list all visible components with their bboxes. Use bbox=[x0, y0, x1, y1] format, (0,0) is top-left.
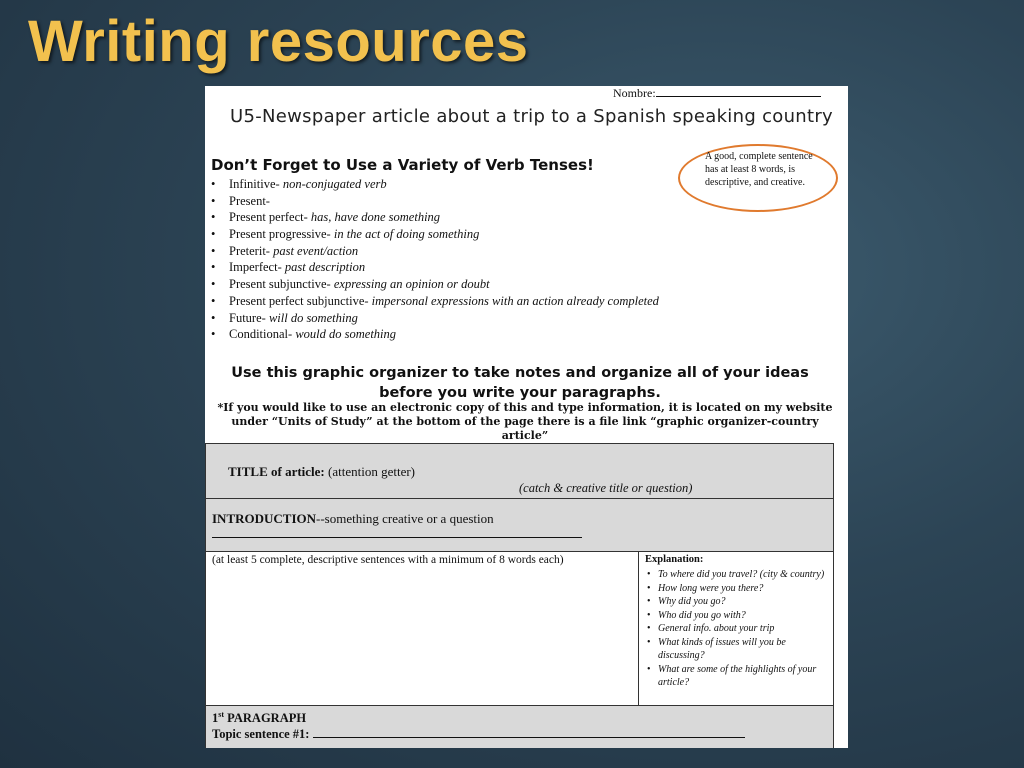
tense-item: • Infinitive- non-conjugated verb bbox=[211, 177, 387, 191]
title-label: TITLE of article: (attention getter) bbox=[228, 464, 416, 479]
tense-item: • Preterit- past event/action bbox=[211, 243, 359, 258]
name-blank-line bbox=[656, 86, 821, 97]
notes-section bbox=[205, 551, 639, 706]
tense-item: • Present progressive- in the act of doing something bbox=[211, 227, 480, 242]
explanation-list bbox=[647, 568, 829, 690]
organizer-note: *If you would like to use an electronic copy of this and type information, it is located on my website under “Units of Study” at the bottom of the page there is a file link “graphic organizer-country article” bbox=[217, 401, 833, 442]
worksheet-heading: U5-Newspaper article about a trip to a Spanish speaking country bbox=[230, 106, 834, 127]
paragraph-label: 1st PARAGRAPH bbox=[212, 710, 307, 726]
title-section bbox=[205, 443, 834, 499]
topic-blank-line bbox=[313, 727, 745, 738]
explanation-item: • How long were you there? bbox=[647, 582, 829, 596]
explanation-item: • Why did you go? bbox=[647, 595, 829, 609]
tense-item: • Imperfect- past description bbox=[211, 260, 366, 275]
name-field bbox=[613, 86, 821, 101]
tense-item: • Conditional- would do something bbox=[211, 327, 397, 342]
introduction-blank-line bbox=[212, 537, 582, 538]
paragraph-section bbox=[205, 705, 834, 748]
notes-label: (at least 5 complete, descriptive sentences with a minimum of 8 words each) bbox=[212, 554, 564, 566]
slide-title: Writing resources bbox=[28, 9, 529, 74]
title-hint: (catch & creative title or question) bbox=[519, 481, 693, 495]
tenses-heading: Don’t Forget to Use a Variety of Verb Tenses! bbox=[211, 156, 594, 174]
worksheet-image bbox=[205, 86, 848, 748]
explanation-title: Explanation: bbox=[645, 554, 704, 565]
tense-item: • Present perfect- has, have done something bbox=[211, 210, 441, 225]
tense-item: • Future- will do something bbox=[211, 310, 358, 325]
introduction-section bbox=[205, 498, 834, 552]
introduction-label: INTRODUCTION--something creative or a question bbox=[212, 511, 494, 526]
explanation-item: • General info. about your trip bbox=[647, 622, 829, 636]
explanation-section bbox=[638, 551, 834, 706]
explanation-item: • What kinds of issues will you be discussing? bbox=[647, 636, 829, 663]
tense-item: • Present perfect subjunctive- impersonal expressions with an action already completed bbox=[211, 293, 659, 308]
explanation-item: • What are some of the highlights of your article? bbox=[647, 663, 829, 690]
tense-item: • Present- bbox=[211, 193, 270, 208]
name-label: Nombre: bbox=[613, 86, 656, 100]
tense-item: • Present subjunctive- expressing an opinion or doubt bbox=[211, 277, 490, 292]
tense-list bbox=[211, 176, 659, 343]
topic-sentence-label: Topic sentence #1: bbox=[212, 727, 745, 742]
note-text: A good, complete sentence has at least 8 words, is descriptive, and creative. bbox=[705, 151, 813, 188]
explanation-item: • To where did you travel? (city & country) bbox=[647, 568, 829, 582]
organizer-heading: Use this graphic organizer to take notes and organize all of your ideas before you write your paragraphs. bbox=[231, 365, 809, 401]
explanation-item: • Who did you go with? bbox=[647, 609, 829, 623]
